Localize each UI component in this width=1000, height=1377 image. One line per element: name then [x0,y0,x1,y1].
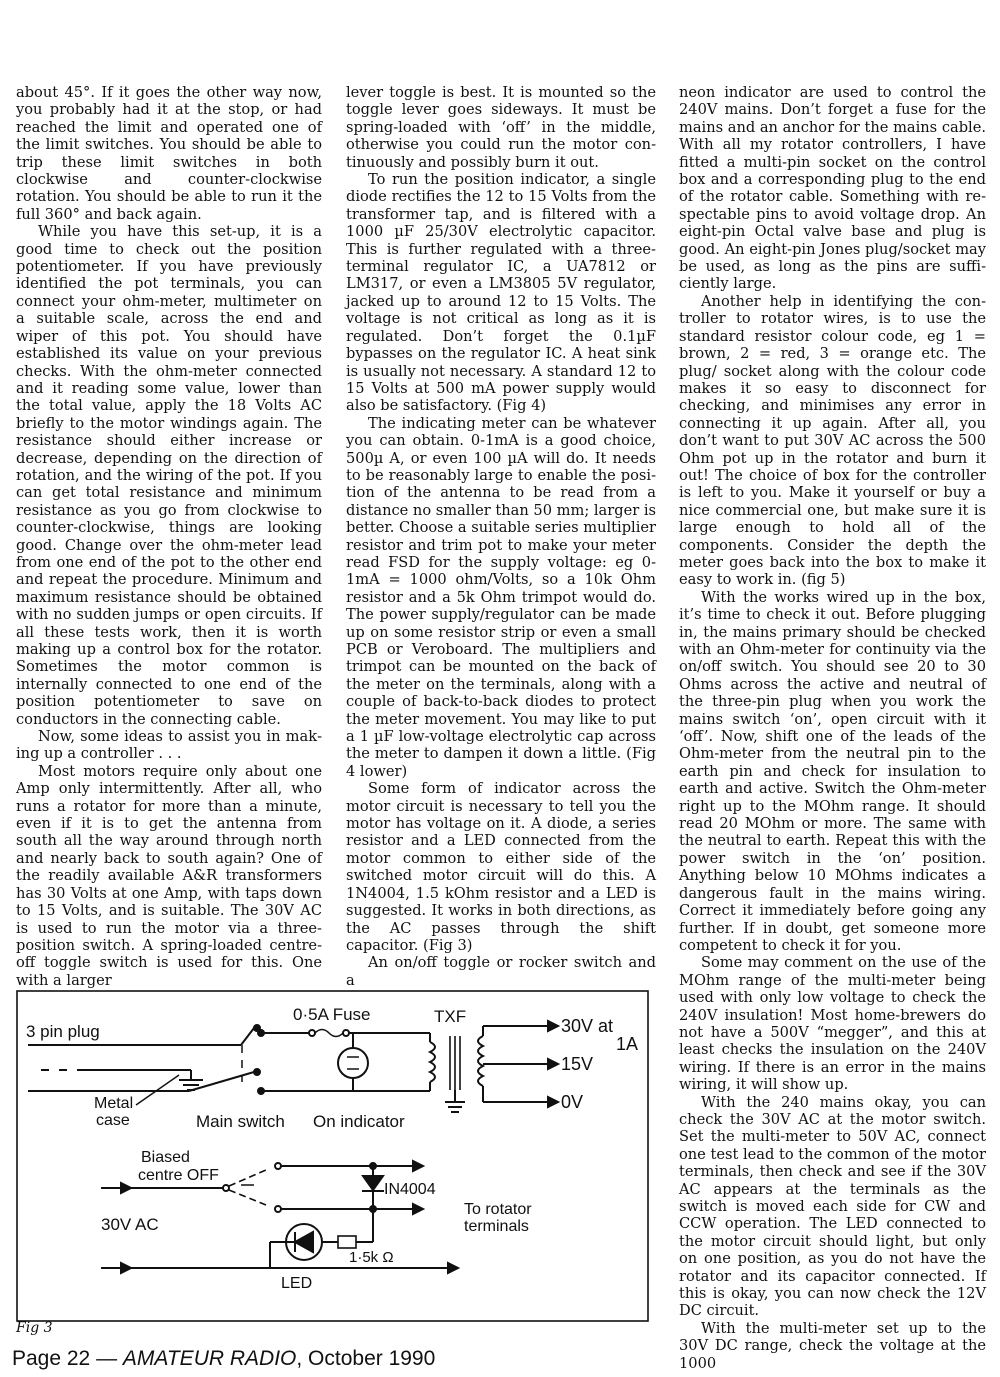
neon-indicator [338,1048,368,1078]
paragraph: Another help in identifying the controller to rotator wires, is to use the standard resistor colour code, eg 1 = brown, 2 = red, 3 = orange etc. The plug/ socket along with the colour code makes it so easy to disconnect for checking, and minimises any error in connecting it up again. After all, you don’t want to put 30V AC across the 500 Ohm pot up in the rotator and burn it out! The choice of box for the controller is left to you. Make it yourself or buy a nice commercial one, but make sure it is large enough to hold all of the components. Consider the depth the meter goes back into the box to make it easy to work in. (fig 5) [679,292,986,589]
to-rotator-label: To rotator [464,1201,532,1218]
issue-date: , October 1990 [296,1347,436,1370]
switch-blade-bottom [189,1072,254,1091]
paragraph: While you have this set-up, it is a good time to check out the position potentiometer. If you have previously identified the pot terminals, you can connect your ohm-meter, multimeter on a suitable scale, across the end and wiper of this pot. You should have established its value on your previous checks. With the ohm-meter connected and it reading some value, lower than the total value, apply the 18 Volts AC briefly to the motor windings again. The resistance should either increase or decrease, depending on the direction of rotation, and the wiring of the pot. If you can get total resistance and minimum resistance as you go from clockwise to counter-clockwise, things are looking good. Change over the ohm-meter lead from one end of the pot to the other end and repeat the procedure. Minimum and maximum resistance should be obtained with no sudden jumps or open circuits. If all these tests work, then it is worth making up a control box for the rotator. Sometimes the motor common is internally connected to one end of the position potentiometer to save on conductors in the connecting cable. [16,223,322,728]
on-indicator-label: On indicator [313,1112,405,1131]
figure-caption: Fig 3 [16,1320,53,1336]
paragraph: Most motors require only about one Amp only intermittently. After all, who runs a rotator for more than a minute, even if it is to get the antenna from south all the way around through north and nearly back to south again? One of the readily available A&R transformers has 30 Volts at one Amp, with taps down to 15 Volts, and is suitable. The 30V AC is used to run the motor via a three-position switch. A spring-loaded centre-off toggle switch is used for this. One with a larger [16,762,322,989]
text-column-3 [679,84,986,1372]
paragraph: Some may comment on the use of the MOhm range of the multi-meter being used with only low voltage to check the 240V insulation! Most home-brewers do not have a 500V “megger”, and this at least checks the insulation on the 240V wiring. If there is an error in the mains wiring, it will show up. [679,954,986,1094]
out-1a-label: 1A [616,1034,639,1054]
switch-throw-up [229,1170,266,1186]
out-15v-label: 15V [561,1054,594,1074]
biased-label: Biased [141,1149,190,1166]
switch-throw-down [229,1190,266,1205]
led-label: LED [281,1275,313,1292]
text-column-2 [346,84,656,989]
page-footer [12,1347,435,1371]
paragraph: lever toggle is best. It is mounted so the toggle lever goes sideways. It must be spring-loaded with ‘off’ in the middle, otherwise you could run the motor continuously and possibly burn it out. [346,84,656,171]
page-number: Page 22 — [12,1347,123,1370]
diode-label: IN4004 [384,1181,436,1198]
magazine-title: AMATEUR RADIO [122,1347,297,1370]
fuse-symbol [315,1030,343,1037]
metal-label: Metal [94,1095,134,1112]
out-30v-label: 30V at [561,1016,614,1036]
centre-off-label: centre OFF [138,1167,219,1184]
paragraph: The indicating meter can be whatever you can obtain. 0-1mA is a good choice, 500µ A, or even 100 µA will do. It needs to be reasonably large to enable the position of the antenna to be read from a distance no smaller than 50 mm; larger is better. Choose a suitable series multiplier resistor and trim pot to make your meter read FSD for the supply voltage: eg 0-1mA = 1000 ohm/Volts, so a 10k Ohm resistor and a 5k Ohm trimpot would do. The power supply/regulator can be made up on some resistor strip or even a small PCB or Veroboard. The multipliers and trimpot can be mounted on the back of the meter on the terminals, along with a couple of back-to-back diodes to protect the meter movement. You may like to put a 1 µF low-voltage electrolytic cap across the meter to dampen it down a little. (Fig 4 lower) [346,414,656,780]
out-0v-label: 0V [561,1092,584,1112]
terminals-label: terminals [464,1218,529,1235]
resistor-label: 1·5k Ω [349,1249,394,1266]
paragraph: about 45°. If it goes the other way now, you probably had it at the stop, or had reached the limit and operated one of the limit switches. You should be able to trip these limit switches in both clockwise and counter-clockwise rotation. You should be able to run it the full 360° and back again. [16,84,322,223]
figure-frame [17,991,648,1321]
case-label: case [96,1112,130,1129]
resistor-symbol [338,1236,356,1248]
paragraph: To run the position indicator, a single diode rectifies the 12 to 15 Volts from the transformer tap, and is filtered with a 1000 µF 25/30V electrolytic capacitor. This is further regulated with a three-terminal regulator IC, a UA7812 or LM317, or even a LM3805 5V regulator, jacked up to around 12 to 15 Volts. The voltage is not critical as long as it is regulated. Don’t forget the 0.1µF bypasses on the regulator IC. A heat sink is usually not necessary. A standard 12 to 15 Volts at 500 mA power supply would also be satisfactory. (Fig 4) [346,171,656,415]
paragraph: With the 240 mains okay, you can check the 30V AC at the motor switch. Set the multi-meter to 50V AC, connect one test lead to the common of the motor terminals, then check and see if the 30V AC appears at the terminals as the switch is moved each side for CW and CCW operation. The LED connected to the motor circuit should light, but only on one position, as you do not have the rotator and its capacitor connected. If this is okay, you can now check the 12V DC circuit. [679,1093,986,1320]
main-switch-label: Main switch [196,1112,285,1131]
paragraph: neon indicator are used to control the 240V mains. Don’t forget a fuse for the mains and an anchor for the mains cable. With all my rotator controllers, I have fitted a multi-pin socket on the control box and a corresponding plug to the end of the rotator cable. Something with respectable pins to avoid voltage drop. An eight-pin Octal valve base and plug is good. An eight-pin Jones plug/socket may be used, as long as the pins are sufficiently large. [679,84,986,293]
plug-label: 3 pin plug [26,1022,100,1041]
txf-label: TXF [434,1007,467,1026]
paragraph: Some form of indicator across the motor circuit is necessary to tell you the motor has voltage on it. A diode, a series resistor and a LED connected from the motor common to either side of the switched motor circuit will do this. A 1N4004, 1.5 kOhm resistor and a LED is suggested. It works in both directions, as the AC passes through the shift capacitor. (Fig 3) [346,780,656,954]
paragraph: With the works wired up in the box, it’s time to check it out. Before plugging in, the mains primary should be checked with an Ohm-meter for continuity via the on/off switch. You should see 20 to 30 Ohms across the active and neutral of the three-pin plug when you work the mains switch ‘on’, open circuit with it ‘off’. Now, shift one of the leads of the Ohm-meter from the neutral pin to the earth pin and check for insulation to earth and active. Switch the Ohm-meter right up to the MOhm range. It should read 20 MOhm or more. The same with the neutral to earth. Repeat this with the power switch in the ‘on’ position. Anything below 10 MOhms indicates a dangerous fault in the mains wiring. Correct it immediately before going any further. If in doubt, get someone more competent to check it for you. [679,588,986,954]
ac30-label: 30V AC [101,1215,159,1234]
fuse-label: 0·5A Fuse [293,1005,371,1024]
circuit-diagram-fig3 [16,990,649,1330]
paragraph: With the multi-meter set up to the 30V DC range, check the voltage at the 1000 [679,1319,986,1372]
switch-blade-top [241,1028,254,1045]
text-column-1 [16,84,322,989]
diode-symbol [363,1176,383,1190]
paragraph: An on/off toggle or rocker switch and a [346,954,656,989]
primary-winding [430,1042,435,1082]
paragraph: Now, some ideas to assist you in making up a controller . . . [16,728,322,763]
secondary-winding [478,1036,483,1086]
